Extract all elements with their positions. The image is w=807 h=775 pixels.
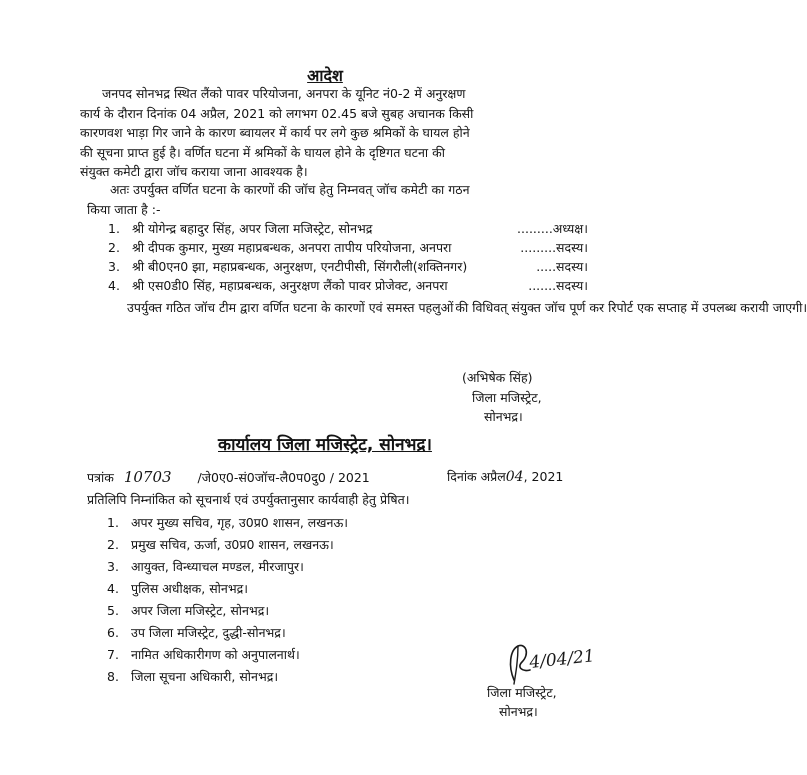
copy-forwarded-line: प्रतिलिपि निम्नांकित को सूचनार्थ एवं उपर्युक्तानुसार कार्यवाही हेतु प्रेषित। (87, 492, 410, 507)
date-year: , 2021 (523, 469, 564, 484)
paragraph-line: संयुक्त कमेटी द्वारा जॉच कराया जाना आवश्यक है। (80, 164, 308, 179)
recipient-text: जिला सूचना अधिकारी, सोनभद्र। (131, 669, 279, 684)
recipient-text: उप जिला मजिस्ट्रेट, दुद्धी-सोनभद्र। (131, 625, 286, 640)
office-heading: कार्यालय जिला मजिस्ट्रेट, सोनभद्र। (218, 435, 432, 455)
committee-member (108, 277, 588, 295)
paragraph-line: किया जाता है :- (87, 201, 161, 217)
recipient-text: अपर मुख्य सचिव, गृह, उ0प्र0 शासन, लखनऊ। (131, 515, 348, 530)
paragraph-line: कारणवश भाड़ा गिर जाने के कारण ब्वायलर में कार्य पर लगे कुछ श्रमिकों के घायल होने (80, 125, 470, 140)
list-number: 4. (108, 278, 120, 293)
copy-signatory-block (487, 683, 557, 721)
order-paragraph-1 (80, 84, 474, 182)
list-number: 7. (107, 647, 119, 662)
recipient-text: आयुक्त, विन्ध्याचल मण्डल, मीरजापुर। (131, 559, 304, 574)
ref-prefix: पत्रांक (87, 470, 114, 485)
list-number: 1. (107, 515, 119, 530)
member-role: .........सदस्य। (520, 240, 588, 255)
paragraph-line: उपर्युक्त गठित जॉच टीम द्वारा वर्णित घटना के कारणों एवं समस्त पहलुओं (127, 300, 454, 315)
committee-member (108, 258, 588, 276)
recipient-list (107, 512, 427, 688)
list-number: 6. (107, 625, 119, 640)
order-signatory-block (462, 368, 542, 427)
member-name: श्री योगेन्द्र बहादुर सिंह, अपर जिला मजिस्ट्रेट, सोनभद्र (132, 221, 373, 236)
member-name: श्री एस0डी0 सिंह, महाप्रबन्धक, अनुरक्षण लैंको पावर प्रोजेक्ट, अनपरा (132, 278, 448, 293)
order-paragraph-2 (87, 180, 470, 219)
ref-suffix: /जे0ए0-सं0जॉच-लै0प0दु0 / 2021 (197, 470, 370, 485)
member-role: .....सदस्य। (536, 259, 588, 274)
recipient-text: प्रमुख सचिव, ऊर्जा, उ0प्र0 शासन, लखनऊ। (131, 537, 334, 552)
ref-number: 10703 (123, 468, 172, 486)
list-number: 4. (107, 581, 119, 596)
list-number: 3. (107, 559, 119, 574)
signatory-designation: जिला मजिस्ट्रेट, (487, 685, 557, 700)
paragraph-line: जनपद सोनभद्र स्थित लैंको पावर परियोजना, अनपरा के यूनिट नं0-2 में अनुरक्षण (102, 86, 466, 101)
paragraph-line: अतः उपर्युक्त वर्णित घटना के कारणों की जॉच हेतु निम्नवत् जॉच कमेटी का गठन (110, 182, 470, 197)
recipient-text: अपर जिला मजिस्ट्रेट, सोनभद्र। (131, 603, 270, 618)
reference-line (87, 468, 370, 486)
paragraph-line: की विधिवत् संयुक्त जॉच पूर्ण कर रिपोर्ट एक सप्ताह में उपलब्ध करायी जाएगी। (455, 300, 807, 315)
date-line (447, 468, 563, 485)
recipient-text: नामित अधिकारीगण को अनुपालनार्थ। (131, 647, 300, 662)
paragraph-line: की सूचना प्राप्त हुई है। वर्णित घटना में श्रमिकों के घायल होने के दृष्टिगत घटना की (80, 144, 445, 160)
paragraph-line: कार्य के दौरान दिनांक 04 अप्रैल, 2021 को लगभग 02.45 बजे सुबह अचानक किसी (80, 105, 474, 121)
member-name: श्री बी0एन0 झा, महाप्रबन्धक, अनुरक्षण, एनटीपीसी, सिंगरौली(शक्तिनगर) (132, 259, 468, 274)
member-role: .........अध्यक्ष। (517, 221, 588, 236)
member-role: .......सदस्य। (528, 278, 588, 293)
list-number: 1. (108, 221, 120, 236)
date-label: दिनांक अप्रैल (447, 469, 506, 484)
list-number: 2. (108, 240, 120, 255)
signature-date: 4/04/21 (528, 646, 596, 673)
committee-member (108, 239, 588, 257)
list-number: 8. (107, 669, 119, 684)
committee-list (108, 220, 588, 296)
date-day: 04 (505, 469, 524, 485)
signatory-name: (अभिषेक सिंह) (462, 370, 533, 385)
list-number: 2. (107, 537, 119, 552)
signatory-designation: जिला मजिस्ट्रेट, (472, 389, 542, 405)
recipient-text: पुलिस अधीक्षक, सोनभद्र। (131, 581, 249, 596)
list-number: 5. (107, 603, 119, 618)
list-number: 3. (108, 259, 120, 274)
signatory-district: सोनभद्र। (484, 409, 523, 424)
member-name: श्री दीपक कुमार, मुख्य महाप्रबन्धक, अनपरा तापीय परियोजना, अनपरा (132, 240, 452, 255)
handwritten-signature (500, 640, 610, 688)
signatory-district: सोनभद्र। (499, 704, 538, 719)
committee-member (108, 220, 588, 238)
order-paragraph-3 (87, 298, 807, 318)
order-title: आदेश (307, 66, 343, 85)
